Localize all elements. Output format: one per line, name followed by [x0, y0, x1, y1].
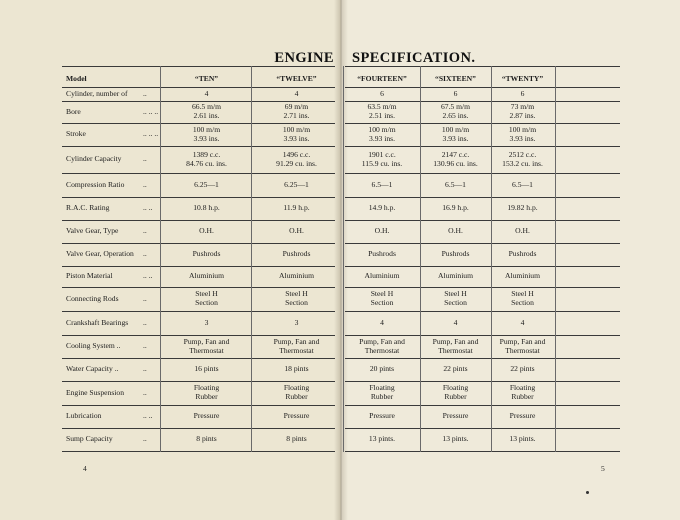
table-cell: 14.9 h.p. [368, 203, 396, 212]
table-cell: 67.5 m/m 2.65 ins. [440, 102, 471, 120]
table-rule [345, 381, 620, 382]
table-rule [62, 311, 335, 312]
table-cell: Steel H Section [370, 289, 394, 307]
table-rule [62, 243, 335, 244]
table-rule [62, 266, 335, 267]
row-leader: .. [143, 341, 147, 350]
row-leader: .. [143, 180, 147, 189]
row-leader: .. .. [143, 203, 153, 212]
table-cell: Pressure [509, 411, 536, 420]
row-label: Compression Ratio [66, 180, 125, 189]
table-cell: 73 m/m 2.87 ins. [509, 102, 536, 120]
table-cell: 2147 c.c. 130.96 cu. ins. [433, 150, 478, 168]
table-cell: 6.5—1 [445, 180, 466, 189]
row-label: Cylinder, number of [66, 89, 128, 98]
row-leader: .. [143, 249, 147, 258]
table-cell: Floating Rubber [283, 383, 310, 401]
table-cell: 13 pints. [442, 434, 469, 443]
table-cell: 6.25—1 [284, 180, 309, 189]
table-rule [345, 220, 620, 221]
table-rule [62, 123, 335, 124]
table-cell: 13 pints. [368, 434, 396, 443]
row-leader: .. [143, 294, 147, 303]
table-cell: Floating Rubber [509, 383, 536, 401]
table-cell: 8 pints [196, 434, 217, 443]
table-rule [345, 173, 620, 174]
header-model: Model [66, 74, 87, 83]
table-rule [62, 335, 335, 336]
table-rule [345, 66, 620, 67]
row-leader: .. .. [143, 271, 153, 280]
table-cell: 8 pints [286, 434, 307, 443]
table-cell: Pressure [283, 411, 310, 420]
table-cell: Pump, Fan and Thermostat [183, 337, 230, 355]
table-rule [62, 197, 335, 198]
table-cell: 6.5—1 [512, 180, 533, 189]
table-cell: Steel H Section [195, 289, 218, 307]
table-cell: Steel H Section [511, 289, 534, 307]
table-cell: 3 [204, 318, 209, 327]
table-cell: 100 m/m 3.93 ins. [508, 125, 537, 143]
table-cell: Pressure [369, 411, 395, 420]
table-rule [62, 220, 335, 221]
table-rule [62, 428, 335, 429]
table-rule [62, 381, 335, 382]
table-rule [345, 266, 620, 267]
column-header: “SIXTEEN” [435, 74, 476, 83]
table-cell: 6.25—1 [194, 180, 219, 189]
paper-speck [586, 491, 589, 494]
table-rule [62, 405, 335, 406]
table-cell: Pump, Fan and Thermostat [359, 337, 405, 355]
table-cell: 63.5 m/m 2.51 ins. [367, 102, 397, 120]
table-rule [345, 146, 620, 147]
row-label: Bore [66, 107, 81, 116]
table-rule [345, 405, 620, 406]
table-cell: Aluminium [188, 271, 225, 280]
column-header: “TWELVE” [276, 74, 317, 83]
row-label: R.A.C. Rating [66, 203, 110, 212]
row-label: Stroke [66, 129, 86, 138]
table-rule [62, 146, 335, 147]
table-cell: Aluminium [364, 271, 400, 280]
table-cell: 4 [453, 318, 458, 327]
row-leader: .. .. [143, 411, 153, 420]
row-label: Cylinder Capacity [66, 154, 122, 163]
table-cell: 100 m/m 3.93 ins. [441, 125, 470, 143]
table-cell: 18 pints [284, 364, 309, 373]
table-cell: O.H. [374, 226, 390, 235]
table-cell: 13 pints. [509, 434, 536, 443]
column-divider [160, 66, 161, 452]
table-cell: 4 [204, 89, 209, 98]
row-leader: .. .. .. [143, 129, 159, 138]
row-leader: .. [143, 154, 147, 163]
table-cell: Pump, Fan and Thermostat [499, 337, 546, 355]
row-leader: .. [143, 364, 147, 373]
table-rule [345, 428, 620, 429]
column-header: “TEN” [194, 74, 219, 83]
table-cell: Steel H Section [285, 289, 308, 307]
table-rule [62, 66, 335, 67]
table-cell: 100 m/m 3.93 ins. [368, 125, 396, 143]
table-cell: O.H. [448, 226, 463, 235]
table-cell: 1389 c.c. 84.76 cu. ins. [186, 150, 227, 168]
table-cell: Floating Rubber [442, 383, 469, 401]
table-rule [62, 451, 335, 452]
table-cell: 20 pints [369, 364, 395, 373]
table-cell: 6 [453, 89, 458, 98]
row-label: Cooling System .. [66, 341, 121, 350]
table-cell: 1901 c.c. 115.9 cu. ins. [361, 150, 403, 168]
table-cell: Pushrods [192, 249, 221, 258]
table-rule [345, 243, 620, 244]
table-cell: 1496 c.c. 91.29 cu. ins. [276, 150, 317, 168]
table-cell: Steel H Section [444, 289, 467, 307]
table-cell: Floating Rubber [193, 383, 220, 401]
table-cell: 2512 c.c. 153.2 cu. ins. [502, 150, 543, 168]
table-rule [345, 287, 620, 288]
table-cell: 16 pints [194, 364, 219, 373]
title-right: SPECIFICATION. [352, 50, 476, 66]
table-cell: 6 [380, 89, 384, 98]
row-label: Water Capacity .. [66, 364, 119, 373]
table-cell: Pushrods [441, 249, 470, 258]
row-label: Lubrication [66, 411, 102, 420]
table-cell: Pushrods [282, 249, 311, 258]
table-cell: Pump, Fan and Thermostat [273, 337, 320, 355]
table-cell: Pushrods [508, 249, 537, 258]
table-cell: Aluminium [278, 271, 315, 280]
table-cell: 4 [520, 318, 525, 327]
row-label: Sump Capacity [66, 434, 113, 443]
row-leader: .. [143, 226, 147, 235]
table-cell: O.H. [289, 226, 304, 235]
table-cell: Aluminium [437, 271, 474, 280]
row-label: Valve Gear, Type [66, 226, 119, 235]
column-header: “FOURTEEN” [357, 74, 407, 83]
table-cell: 22 pints [510, 364, 535, 373]
table-rule [345, 451, 620, 452]
table-cell: 100 m/m 3.93 ins. [192, 125, 221, 143]
table-cell: 4 [294, 89, 299, 98]
table-cell: 6 [520, 89, 525, 98]
table-cell: Floating Rubber [369, 383, 395, 401]
table-cell: 4 [380, 318, 384, 327]
page-number-left: 4 [83, 464, 87, 473]
table-rule [345, 311, 620, 312]
row-leader: .. .. .. [143, 107, 159, 116]
column-divider [343, 66, 344, 452]
table-rule [345, 123, 620, 124]
title-left: ENGINE [274, 50, 334, 66]
row-label: Crankshaft Bearings [66, 318, 129, 327]
row-label: Valve Gear, Operation [66, 249, 134, 258]
column-header: “TWENTY” [501, 74, 544, 83]
row-label: Piston Material [66, 271, 113, 280]
table-cell: O.H. [515, 226, 530, 235]
table-cell: 100 m/m 3.93 ins. [282, 125, 311, 143]
table-cell: 16.9 h.p. [442, 203, 469, 212]
table-cell: 66.5 m/m 2.61 ins. [191, 102, 222, 120]
table-cell: 10.8 h.p. [193, 203, 220, 212]
table-cell: 3 [294, 318, 299, 327]
row-leader: .. [143, 318, 147, 327]
table-rule [345, 87, 620, 88]
table-rule [62, 173, 335, 174]
row-label: Connecting Rods [66, 294, 119, 303]
table-cell: 69 m/m 2.71 ins. [283, 102, 310, 120]
table-rule [62, 358, 335, 359]
table-rule [345, 335, 620, 336]
table-cell: O.H. [199, 226, 214, 235]
table-cell: 22 pints [443, 364, 468, 373]
row-label: Engine Suspension [66, 388, 125, 397]
table-cell: Aluminium [504, 271, 541, 280]
table-rule [345, 197, 620, 198]
page-number-right: 5 [601, 464, 605, 473]
table-cell: 6.5—1 [371, 180, 393, 189]
table-rule [345, 358, 620, 359]
table-cell: Pump, Fan and Thermostat [432, 337, 479, 355]
table-cell: Pushrods [368, 249, 396, 258]
column-divider [555, 66, 556, 452]
table-cell: 11.9 h.p. [283, 203, 310, 212]
row-leader: .. [143, 434, 147, 443]
table-cell: Pressure [442, 411, 469, 420]
table-cell: 19.82 h.p. [507, 203, 538, 212]
table-cell: Pressure [193, 411, 220, 420]
table-rule [62, 287, 335, 288]
row-leader: .. [143, 89, 147, 98]
row-leader: .. [143, 388, 147, 397]
